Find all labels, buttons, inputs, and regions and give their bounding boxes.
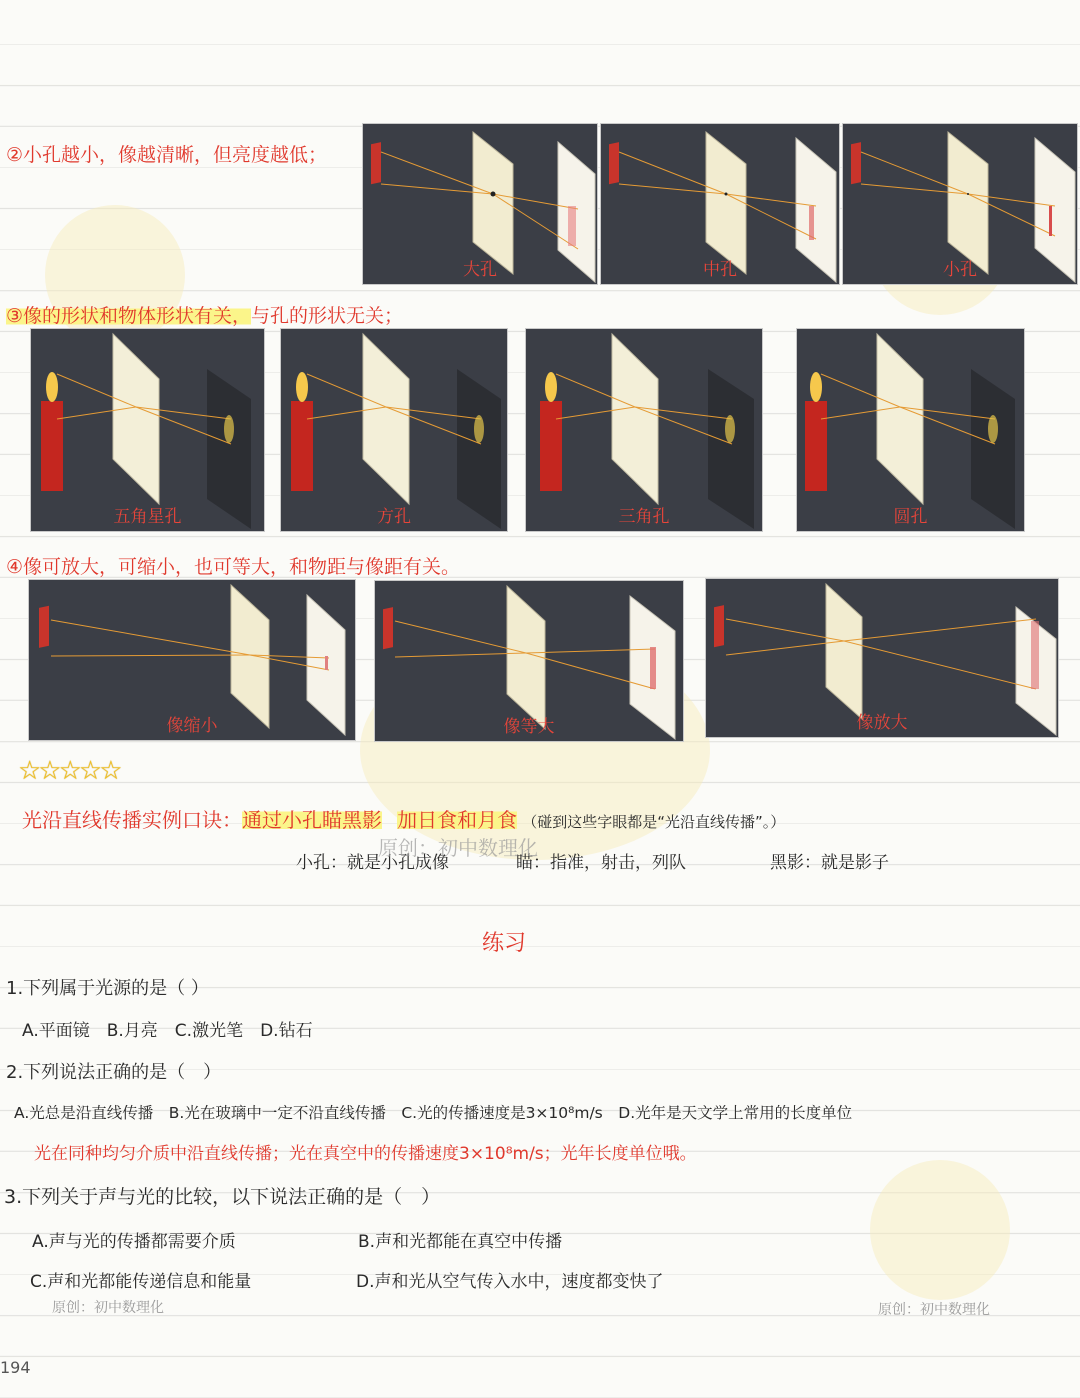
- candle-diagram-svg: [281, 329, 507, 531]
- question-3: 3.下列关于声与光的比较，以下说法正确的是（ ）: [4, 1186, 441, 1208]
- question-1: 1.下列属于光源的是（ ）: [6, 978, 209, 999]
- diagram-caption: 三角孔: [618, 507, 670, 527]
- diagram-image-equal: [374, 580, 684, 742]
- diagram-image-larger: [705, 578, 1059, 738]
- page-number: 194: [0, 1358, 31, 1377]
- question-3-option-c: C.声和光都能传递信息和能量: [30, 1272, 252, 1292]
- diagram-star-hole: [30, 328, 265, 532]
- question-3-option-a: A.声与光的传播都需要介质: [32, 1232, 236, 1252]
- candle-diagram-svg: [797, 329, 1024, 531]
- diagram-caption: 圆孔: [893, 507, 928, 527]
- diagram-caption: 五角星孔: [113, 507, 182, 527]
- rating-stars: ☆☆☆☆☆: [18, 756, 120, 786]
- question-2-options: A.光总是沿直线传播 B.光在玻璃中一定不沿直线传播 C.光的传播速度是3×10⁸m/s D.光年是天文学上常用的长度单位: [14, 1104, 853, 1122]
- candle-diagram-svg: [31, 329, 264, 531]
- question-2-note: 光在同种均匀介质中沿直线传播；光在真空中的传播速度3×10⁸m/s；光年长度单位哦。: [34, 1144, 697, 1164]
- diagram-round-hole: [796, 328, 1025, 532]
- section2-heading: ②小孔越小，像越清晰，但亮度越低；: [6, 144, 328, 166]
- mnemonic-explain-3: 黑影：就是影子: [770, 853, 889, 873]
- mnemonic-part2: 加日食和月食: [397, 808, 518, 832]
- diagram-square-hole: [280, 328, 508, 532]
- section3-heading: [6, 301, 403, 328]
- diagram-caption: 像等大: [503, 717, 555, 737]
- diagram-caption: 小孔: [943, 260, 977, 280]
- section3-heading-highlight: ③像的形状和物体形状有关，: [6, 305, 252, 327]
- diagram-image-smaller: [28, 579, 356, 741]
- section3-heading-rest: 与孔的形状无关；: [251, 305, 404, 327]
- watermark-left: 原创：初中数理化: [52, 1300, 164, 1316]
- section4-heading: ④像可放大，可缩小，也可等大，和物距与像距有关。: [6, 556, 461, 578]
- practice-title: 练习: [482, 931, 527, 956]
- question-3-option-b: B.声和光都能在真空中传播: [358, 1232, 563, 1252]
- watermark-right: 原创：初中数理化: [878, 1302, 990, 1318]
- watermark-center: 原创：初中数理化: [378, 836, 538, 860]
- watermark-face-icon: [870, 1160, 1010, 1300]
- diagram-caption: 像放大: [856, 713, 908, 733]
- mnemonic-explain-1: 小孔：就是小孔成像: [296, 853, 449, 873]
- mnemonic-explain-2: 瞄：指准，射击，列队: [516, 853, 686, 873]
- diagram-medium-hole: [600, 123, 840, 285]
- question-2: 2.下列说法正确的是（ ）: [6, 1062, 222, 1083]
- diagram-triangle-hole: [525, 328, 763, 532]
- mnemonic-label: 光沿直线传播实例口诀：: [22, 808, 242, 832]
- candle-diagram-svg: [526, 329, 762, 531]
- diagram-caption: 方孔: [377, 507, 411, 527]
- diagram-large-hole: [362, 123, 598, 285]
- mnemonic-note: （碰到这些字眼都是“光沿直线传播”。）: [522, 813, 786, 831]
- diagram-caption: 像缩小: [166, 716, 218, 736]
- question-1-options: A.平面镜 B.月亮 C.激光笔 D.钻石: [22, 1021, 313, 1041]
- diagram-caption: 中孔: [703, 260, 737, 280]
- mnemonic-line: [22, 804, 785, 833]
- diagram-caption: 大孔: [463, 260, 497, 280]
- mnemonic-part1: 通过小孔瞄黑影: [242, 808, 382, 832]
- diagram-small-hole: [842, 123, 1078, 285]
- question-3-option-d: D.声和光从空气传入水中，速度都变快了: [356, 1272, 664, 1292]
